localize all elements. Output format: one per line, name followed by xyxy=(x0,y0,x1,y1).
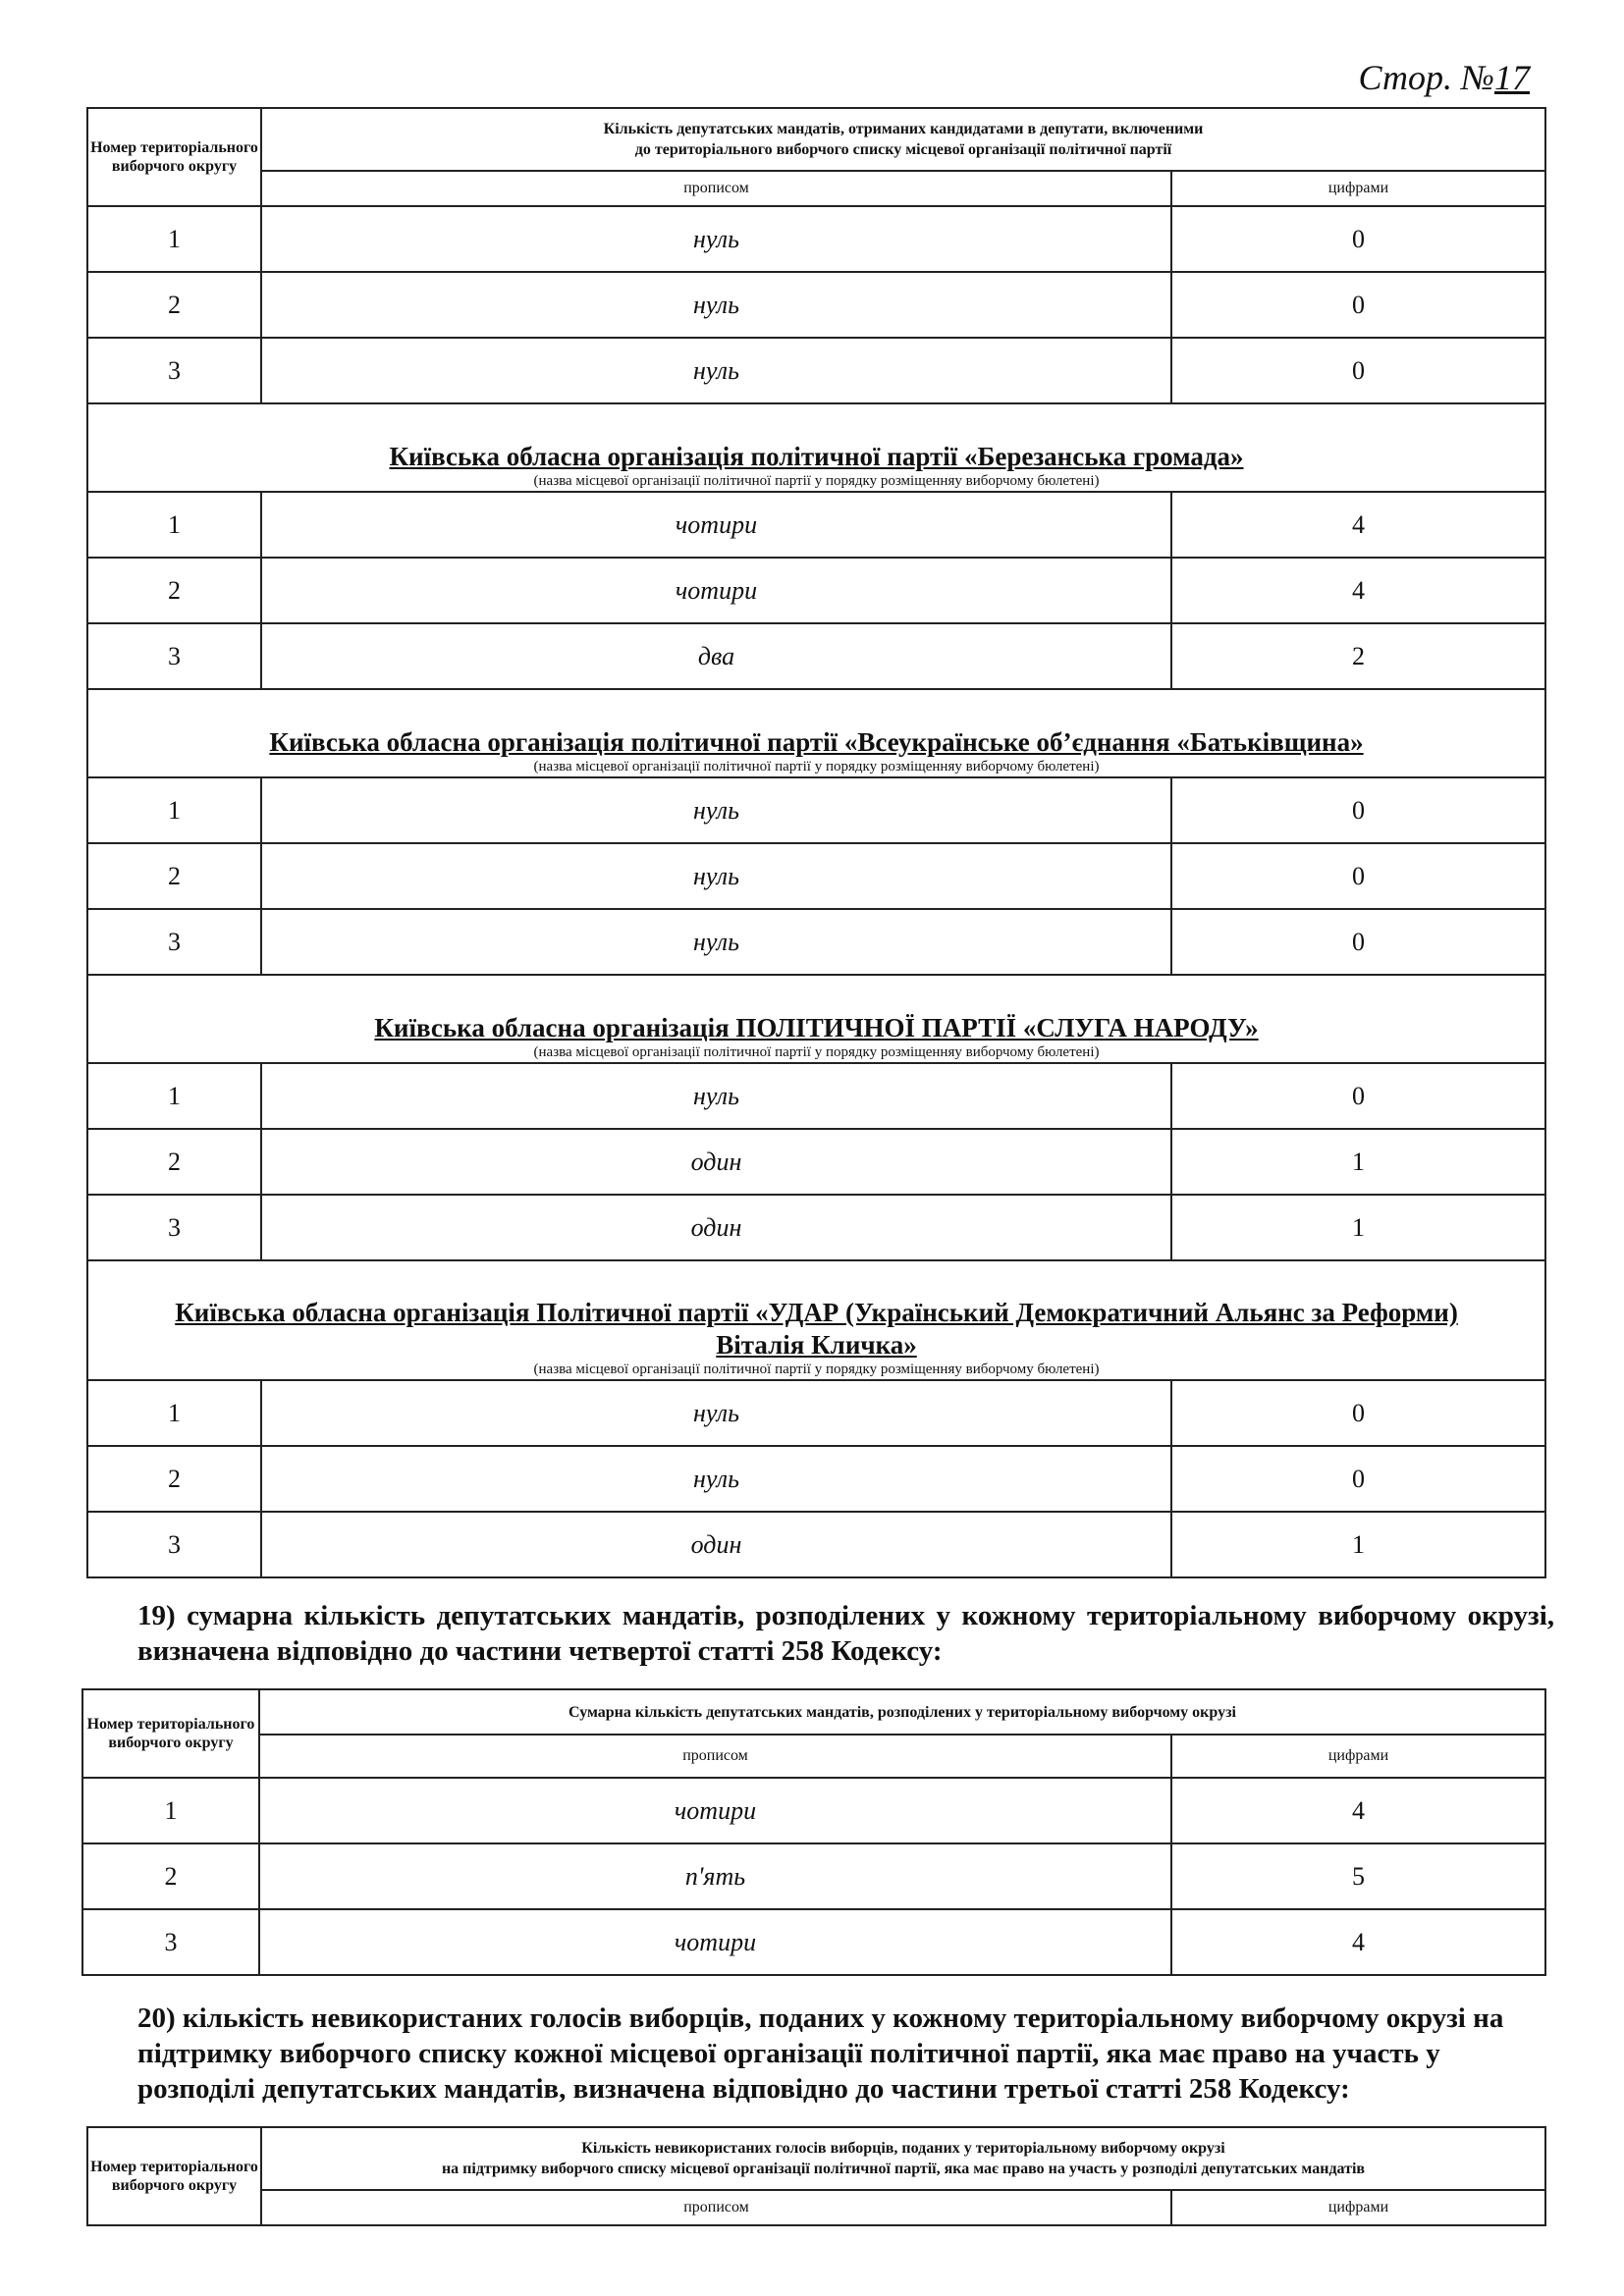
party-name-note: (назва місцевої організації політичної партії у порядку розміщенняу виборчому бюлетені) xyxy=(533,1362,1100,1377)
count-in-digits: 4 xyxy=(1171,492,1545,558)
table-row xyxy=(82,1843,1545,1909)
district-number: 1 xyxy=(87,1063,261,1129)
count-in-digits: 0 xyxy=(1171,843,1545,909)
party-header xyxy=(87,689,1545,777)
count-in-digits: 0 xyxy=(1171,1380,1545,1446)
district-number: 2 xyxy=(82,1843,259,1909)
page-number xyxy=(1359,57,1530,98)
unused-votes-header-line2: на підтримку виборчого списку місцевої організації політичної партії, яка має право на участь у розподілі депутатських мандатів xyxy=(441,2161,1366,2177)
count-in-digits: 0 xyxy=(1171,777,1545,843)
count-in-words: нуль xyxy=(261,272,1171,338)
table-row xyxy=(87,1129,1545,1195)
words-column-header: прописом xyxy=(261,2190,1171,2225)
party-name: Київська обласна організація політичної партії «Всеукраїнське об’єднання «Батьківщина» xyxy=(269,727,1364,757)
table-row xyxy=(82,1909,1545,1975)
district-number: 2 xyxy=(87,558,261,623)
table-row xyxy=(87,338,1545,403)
count-in-digits: 1 xyxy=(1171,1129,1545,1195)
party-header-row xyxy=(87,975,1545,1063)
table-row xyxy=(87,843,1545,909)
unused-votes-table xyxy=(86,2126,1546,2226)
table-row xyxy=(87,623,1545,689)
count-in-words: один xyxy=(261,1195,1171,1260)
count-in-digits: 1 xyxy=(1171,1512,1545,1577)
count-in-words: чотири xyxy=(259,1909,1171,1975)
district-number: 1 xyxy=(82,1778,259,1843)
table-row xyxy=(87,558,1545,623)
digits-column-header: цифрами xyxy=(1171,1735,1545,1778)
table-row xyxy=(87,1380,1545,1446)
count-in-digits: 4 xyxy=(1171,1778,1545,1843)
mandates-header xyxy=(261,108,1545,171)
page-number-prefix: Стор. № xyxy=(1358,58,1494,97)
count-in-digits: 4 xyxy=(1171,558,1545,623)
count-in-digits: 1 xyxy=(1171,1195,1545,1260)
district-number-header: Номер територіального виборчого округу xyxy=(82,1689,259,1778)
district-number: 1 xyxy=(87,492,261,558)
district-number: 3 xyxy=(87,1195,261,1260)
party-name-note: (назва місцевої організації політичної партії у порядку розміщенняу виборчому бюлетені) xyxy=(533,473,1100,489)
count-in-digits: 5 xyxy=(1171,1843,1545,1909)
count-in-digits: 0 xyxy=(1171,909,1545,975)
count-in-words: п'ять xyxy=(259,1843,1171,1909)
unused-votes-header xyxy=(261,2127,1545,2190)
mandates-header-line2: до територіального виборчого списку місцевої організації політичної партії xyxy=(634,141,1172,158)
digits-column-header: цифрами xyxy=(1171,171,1545,206)
party-header xyxy=(87,975,1545,1063)
district-number: 3 xyxy=(82,1909,259,1975)
count-in-words: один xyxy=(261,1512,1171,1577)
district-number-header: Номер територіального виборчого округу xyxy=(87,2127,261,2225)
table-row xyxy=(87,909,1545,975)
count-in-words: нуль xyxy=(261,338,1171,403)
count-in-digits: 4 xyxy=(1171,1909,1545,1975)
district-number: 3 xyxy=(87,623,261,689)
party-name: Київська обласна організація політичної партії «Березанська громада» xyxy=(389,442,1244,471)
count-in-digits: 0 xyxy=(1171,206,1545,272)
count-in-words: чотири xyxy=(261,558,1171,623)
district-number: 2 xyxy=(87,1129,261,1195)
district-number: 2 xyxy=(87,1446,261,1512)
party-header xyxy=(87,1260,1545,1380)
mandates-by-party-table xyxy=(86,107,1546,1578)
district-number: 3 xyxy=(87,1512,261,1577)
district-number: 2 xyxy=(87,272,261,338)
count-in-digits: 0 xyxy=(1171,1063,1545,1129)
table-row xyxy=(87,272,1545,338)
district-number: 2 xyxy=(87,843,261,909)
district-number: 3 xyxy=(87,909,261,975)
section-19-text: 19) сумарна кількість депутатських мандатів, розподілених у кожному територіальному виборчому окрузі, визначена відповідно до частини четвертої статті 258 Кодексу: xyxy=(137,1600,1554,1667)
count-in-words: нуль xyxy=(261,1446,1171,1512)
count-in-words: нуль xyxy=(261,909,1171,975)
table-row xyxy=(87,1512,1545,1577)
district-number: 3 xyxy=(87,338,261,403)
table-row xyxy=(87,777,1545,843)
digits-column-header: цифрами xyxy=(1171,2190,1545,2225)
party-header-row xyxy=(87,1260,1545,1380)
count-in-words: нуль xyxy=(261,777,1171,843)
table-row xyxy=(87,1446,1545,1512)
count-in-words: два xyxy=(261,623,1171,689)
count-in-digits: 0 xyxy=(1171,1446,1545,1512)
count-in-words: нуль xyxy=(261,1063,1171,1129)
count-in-words: нуль xyxy=(261,843,1171,909)
page-number-value: 17 xyxy=(1494,58,1530,97)
table-row xyxy=(87,492,1545,558)
unused-votes-header-line1: Кількість невикористаних голосів виборців, поданих у територіальному виборчому окрузі xyxy=(581,2140,1225,2157)
count-in-words: один xyxy=(261,1129,1171,1195)
district-number: 1 xyxy=(87,777,261,843)
total-mandates-header: Сумарна кількість депутатських мандатів, розподілених у територіальному виборчому окрузі xyxy=(259,1689,1545,1735)
count-in-digits: 2 xyxy=(1171,623,1545,689)
table-row xyxy=(87,206,1545,272)
section-20-text: 20) кількість невикористаних голосів виборців, поданих у кожному територіальному виборчому окрузі на підтримку виборчого списку кожної місцевої організації політичної партії, яка має право на участь у розподілі депутатських мандатів, визначена відповідно до частини третьої статті 258 Кодексу: xyxy=(137,2002,1504,2105)
count-in-digits: 0 xyxy=(1171,272,1545,338)
district-number: 1 xyxy=(87,1380,261,1446)
district-number-header: Номер територіального виборчого округу xyxy=(87,108,261,206)
count-in-words: чотири xyxy=(259,1778,1171,1843)
words-column-header: прописом xyxy=(261,171,1171,206)
party-header-row xyxy=(87,689,1545,777)
party-name-note: (назва місцевої організації політичної партії у порядку розміщенняу виборчому бюлетені) xyxy=(533,1044,1100,1060)
mandates-header-line1: Кількість депутатських мандатів, отриманих кандидатами в депутати, включеними xyxy=(603,121,1204,137)
count-in-words: нуль xyxy=(261,206,1171,272)
party-name-note: (назва місцевої організації політичної партії у порядку розміщенняу виборчому бюлетені) xyxy=(533,759,1100,774)
table-row xyxy=(87,1063,1545,1129)
count-in-words: чотири xyxy=(261,492,1171,558)
district-number: 1 xyxy=(87,206,261,272)
words-column-header: прописом xyxy=(259,1735,1171,1778)
party-name: Київська обласна організація ПОЛІТИЧНОЇ ПАРТІЇ «СЛУГА НАРОДУ» xyxy=(374,1013,1259,1042)
count-in-digits: 0 xyxy=(1171,338,1545,403)
table-row xyxy=(87,1195,1545,1260)
table-row xyxy=(82,1778,1545,1843)
party-name: Київська обласна організація Політичної партії «УДАР (Український Демократичний Альянс за Реформи) Віталія Кличка» xyxy=(175,1298,1458,1360)
party-header xyxy=(87,403,1545,492)
total-mandates-table xyxy=(81,1688,1546,1976)
count-in-words: нуль xyxy=(261,1380,1171,1446)
party-header-row xyxy=(87,403,1545,492)
